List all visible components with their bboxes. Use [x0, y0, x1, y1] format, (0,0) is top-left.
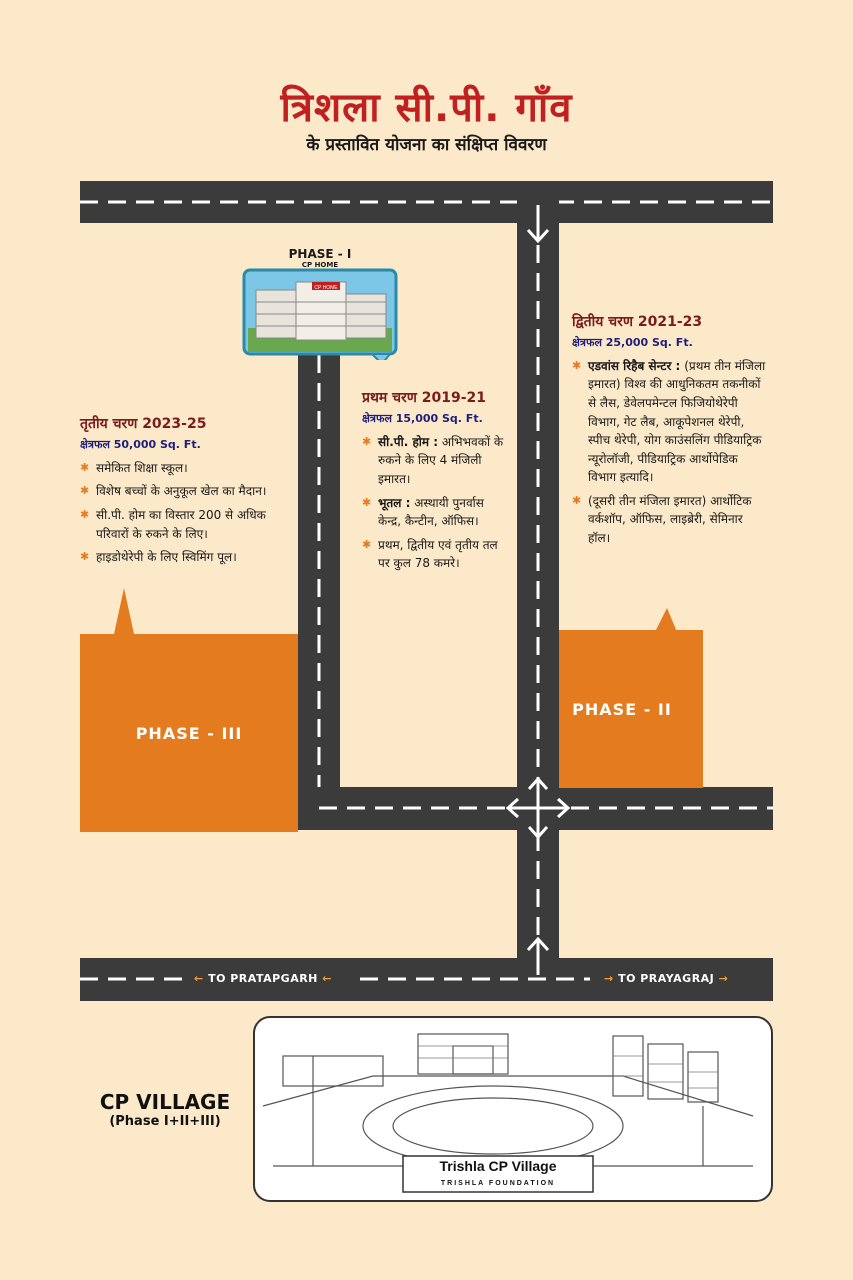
arrow-right-icon: → [604, 972, 614, 985]
phase2-box [559, 630, 685, 788]
phase3-item-text: हाइडोथेरेपी के लिए स्विमिंग पूल। [96, 550, 237, 565]
phase3-list-item [80, 506, 276, 543]
phase3-list-item [80, 482, 276, 501]
page-title: त्रिशला सी.पी. गाँव [280, 85, 573, 131]
phase1-item-label: भूतल : [378, 495, 411, 510]
phase1-heading: प्रथम चरण 2019-21 [362, 390, 487, 406]
road-label-right-text: TO PRAYAGRAJ [618, 972, 715, 985]
phase1-area: क्षेत्रफल 15,000 Sq. Ft. [362, 411, 483, 425]
phase3-item-text: विशेष बच्चों के अनुकूल खेल का मैदान। [96, 484, 267, 499]
bullet-star-icon: ✱ [80, 484, 90, 498]
village-subtitle: (Phase I+II+III) [109, 1114, 221, 1129]
bullet-star-icon: ✱ [362, 434, 372, 448]
phase2-list-item [572, 357, 766, 487]
phase1-caption-title: PHASE - I [288, 247, 352, 261]
road-label-pratapgarh [194, 972, 332, 985]
bullet-star-icon: ✱ [572, 493, 582, 507]
phase2-area: क्षेत्रफल 25,000 Sq. Ft. [572, 335, 693, 349]
cp-home-building-image [242, 268, 400, 360]
road-label-left-text: TO PRATAPGARH [208, 972, 318, 985]
phase3-item-text: सी.पी. होम का विस्तार 200 से अधिक परिवारों के रुकने के लिए। [96, 507, 266, 541]
phase1-caption [260, 247, 380, 269]
page-subtitle: के प्रस्तावित योजना का संक्षिप्त विवरण [306, 135, 547, 155]
phase1-item-text: प्रथम, द्वितीय एवं तृतीय तल पर कुल 78 कमरे। [378, 537, 498, 571]
phase2-item-label: एडवांस रिहैब सेन्टर : [588, 358, 681, 373]
cp-home-sign: CP HOME [314, 285, 338, 291]
phase2-item-text: (दूसरी तीन मंजिला इमारत) आर्थोटिक वर्कशॉप, ऑफिस, लाइब्रेरी, सेमिनार हॉल। [588, 493, 752, 546]
village-sketch-image [253, 1016, 773, 1202]
phase1-item-text: अस्थायी पुनर्वास केन्द्र, कैन्टीन, ऑफिस। [378, 495, 484, 529]
bullet-star-icon: ✱ [80, 460, 90, 474]
road-label-prayagraj [604, 972, 728, 985]
bullet-star-icon: ✱ [362, 495, 372, 509]
phase1-details [362, 388, 508, 578]
phase3-area: क्षेत्रफल 50,000 Sq. Ft. [80, 437, 201, 451]
village-sign-sub: TRISHLA FOUNDATION [440, 1180, 556, 1187]
phase1-list-item [362, 494, 508, 531]
village-caption [80, 1090, 250, 1129]
phase3-list-item [80, 548, 276, 567]
phase3-item-text: समेकित शिक्षा स्कूल। [96, 460, 188, 475]
bullet-star-icon: ✱ [80, 550, 90, 564]
phase3-box-label: PHASE - III [135, 723, 243, 743]
phase1-list-item [362, 433, 508, 489]
phase2-heading: द्वितीय चरण 2021-23 [572, 314, 703, 330]
arrow-left-icon: ← [194, 972, 204, 985]
phase1-item-text: अभिभवकों के रुकने के लिए 4 मंजिली इमारत। [378, 434, 504, 486]
phase1-list-item [362, 536, 508, 573]
village-sign-main: Trishla CP Village [439, 1158, 557, 1174]
phase1-item-label: सी.पी. होम : [378, 434, 439, 449]
phase1-list [362, 433, 508, 573]
village-title: CP VILLAGE [99, 1090, 231, 1114]
arrow-right-icon: → [718, 972, 729, 985]
phase3-heading: तृतीय चरण 2023-25 [80, 416, 207, 432]
phase2-list [572, 357, 766, 548]
phase2-item-text: (प्रथम तीन मंजिला इमारत) विश्व की आधुनिकतम तकनीकों से लैस, डेवेलपमेन्टल फिजियोथेरेपी विभाग, गेट लैब, आकूपेशनल थेरेपी, स्पीच थेरेपी, योग काउंसलिंग पीडियाट्रिक न्यूरोलॉजी, पीडियाट्रिक आर्थोपेडिक विभाग इत्यादि। [588, 358, 766, 485]
bullet-star-icon: ✱ [80, 507, 90, 521]
phase3-details [80, 414, 276, 572]
phase2-list-item [572, 492, 766, 548]
phase2-details [572, 312, 766, 553]
phase3-list [80, 459, 276, 567]
phase3-list-item [80, 459, 276, 478]
bullet-star-icon: ✱ [572, 358, 582, 372]
phase3-box [80, 634, 298, 832]
arrow-left-icon: ← [322, 972, 332, 985]
phase2-box-label: PHASE - II [572, 699, 672, 719]
phase1-caption-sub: CP HOME [301, 261, 339, 269]
bullet-star-icon: ✱ [362, 537, 372, 551]
